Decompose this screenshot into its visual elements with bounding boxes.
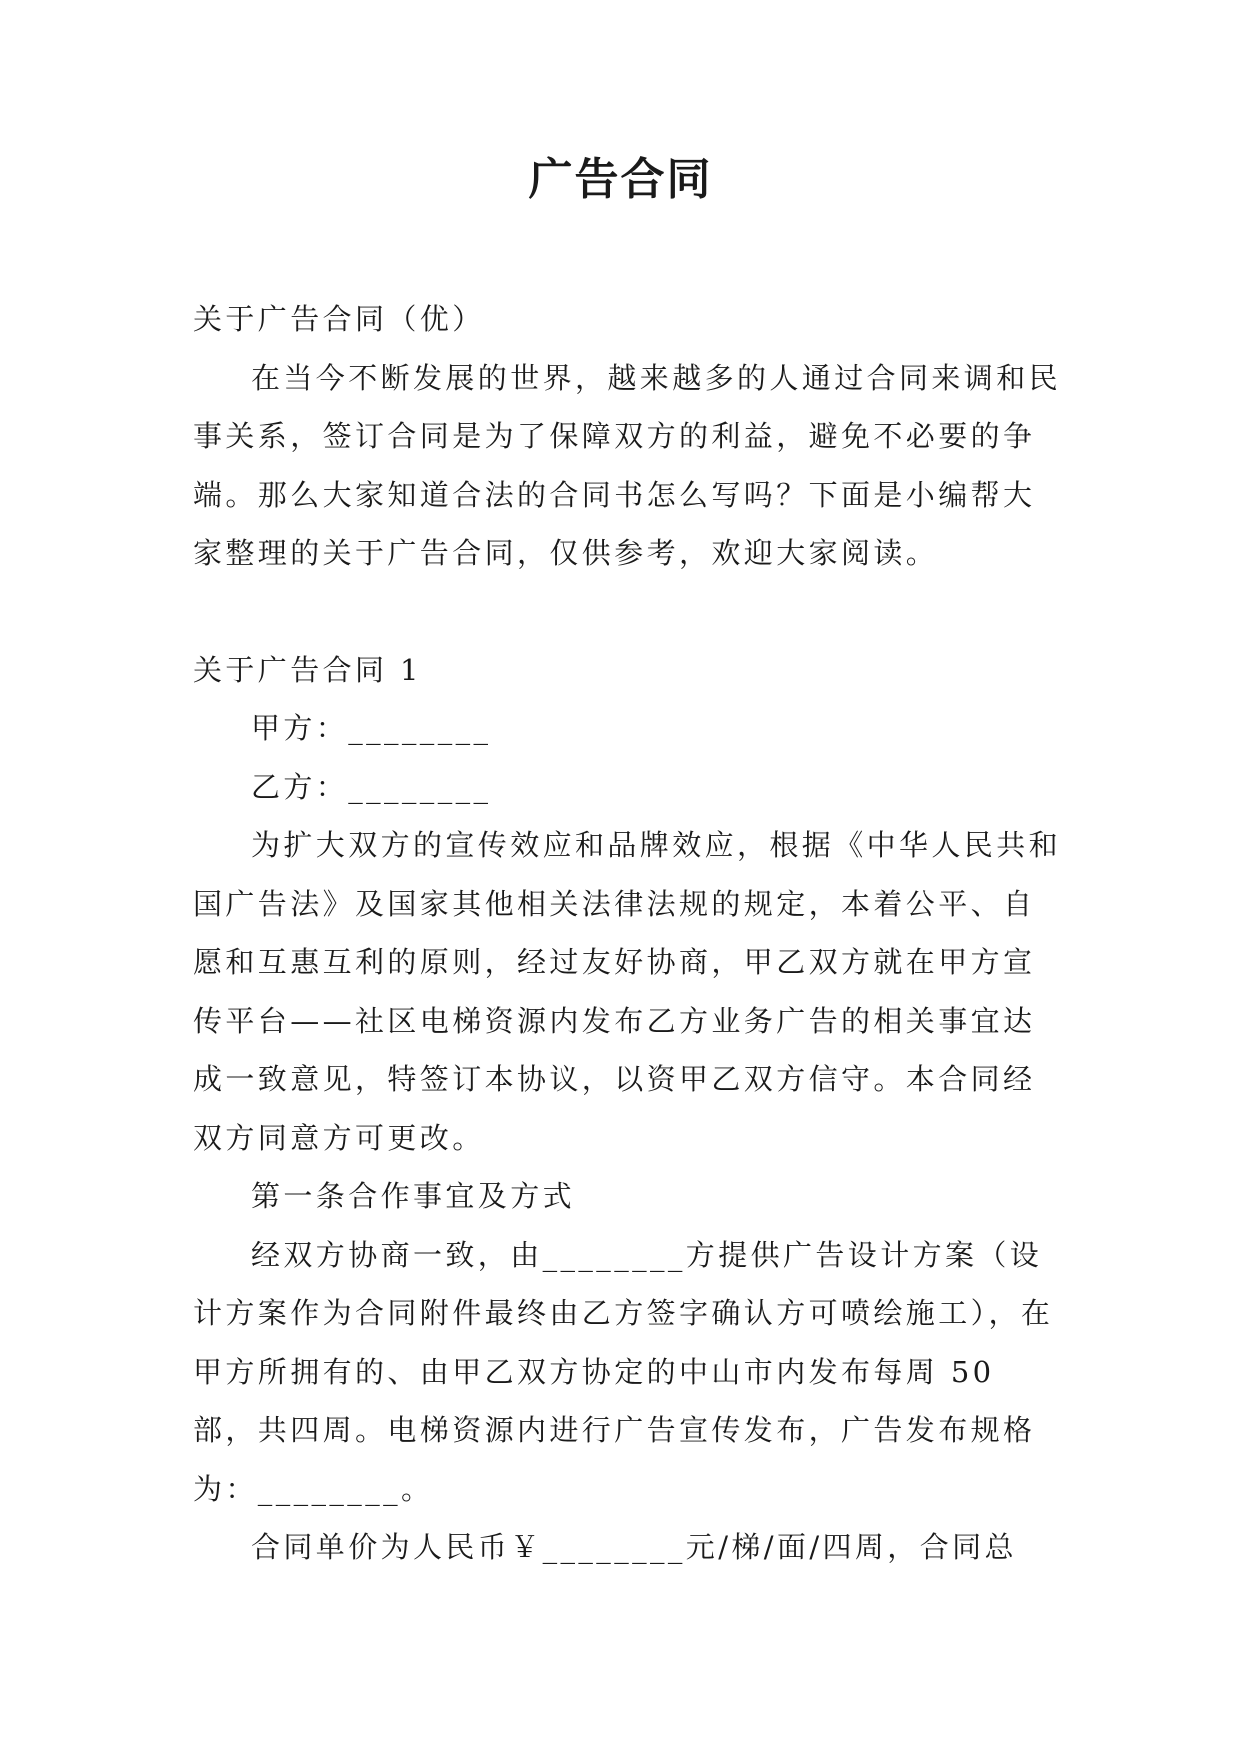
preamble-paragraph: 为扩大双方的宣传效应和品牌效应，根据《中华人民共和国广告法》及国家其他相关法律法规的规定，本着公平、自愿和互惠互利的原则，经过友好协商，甲乙双方就在甲方宣传平台——社区电梯资源内发布乙方业务广告的相关事宜达成一致意见，特签订本协议，以资甲乙双方信守。本合同经双方同意方可更改。 <box>193 828 1062 1155</box>
intro-paragraph: 在当今不断发展的世界，越来越多的人通过合同来调和民事关系，签订合同是为了保障双方的利益，避免不必要的争端。那么大家知道合法的合同书怎么写吗？下面是小编帮大家整理的关于广告合同，仅供参考，欢迎大家阅读。 <box>193 360 1062 570</box>
section-gap <box>193 583 1063 641</box>
article-1-heading: 第一条合作事宜及方式 <box>251 1179 576 1213</box>
party-b-line: 乙方：________ <box>251 769 492 804</box>
article-1-paragraph-2: 合同单价为人民币￥________元/梯/面/四周，合同总 <box>251 1530 1017 1564</box>
article-1-paragraph-1: 经双方协商一致，由________方提供广告设计方案（设计方案作为合同附件最终由乙方签字确认方可喷绘施工），在甲方所拥有的、由甲乙双方协定的中山市内发布每周 50 部，共四周。电梯资源内进行广告宣传发布，广告发布规格为：________。 <box>193 1237 1054 1506</box>
document-body <box>193 290 1063 1577</box>
contract-1-heading: 关于广告合同 1 <box>193 652 422 687</box>
party-a-line: 甲方：________ <box>251 711 492 745</box>
intro-heading: 关于广告合同（优） <box>193 302 485 336</box>
document-title: 广告合同 <box>528 154 713 205</box>
